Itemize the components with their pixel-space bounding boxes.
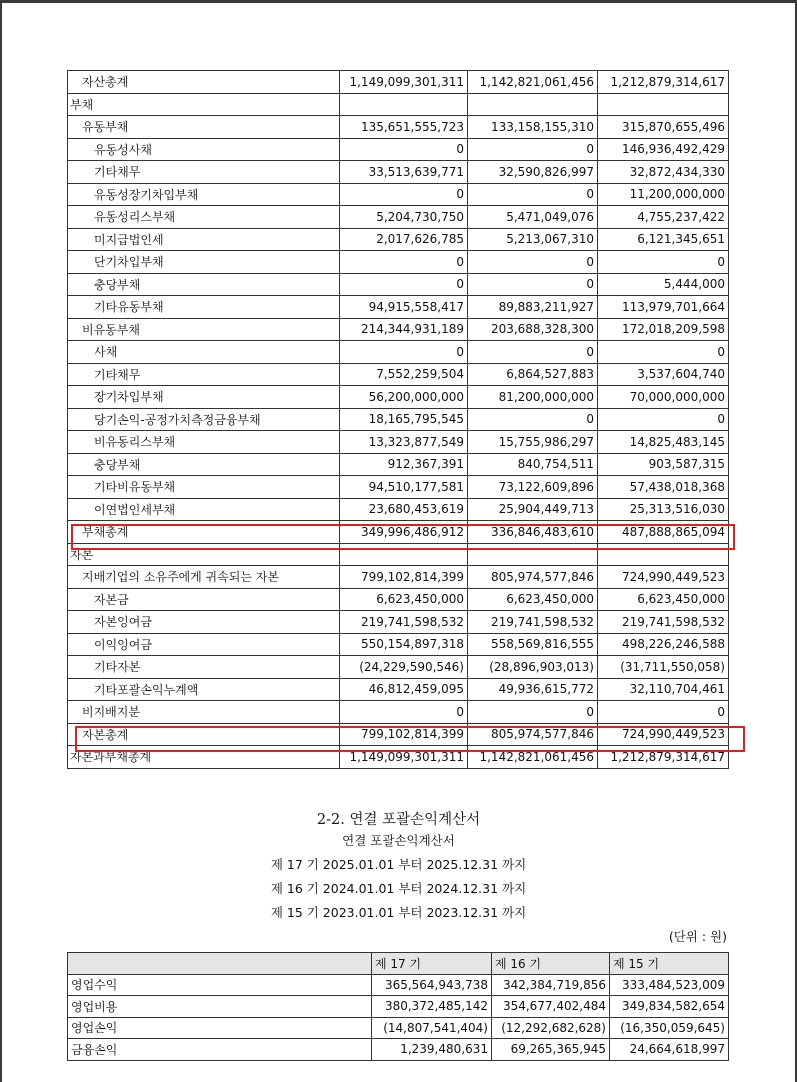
table-row [68,408,729,431]
section-title: 2-2. 연결 포괄손익계산서 [316,812,481,828]
row-value: 1,149,099,301,311 [340,71,468,94]
row-value: 94,915,558,417 [340,296,468,319]
row-label: 지배기업의 소유주에게 귀속되는 자본 [68,566,340,589]
row-value: 69,265,365,945 [492,1039,610,1061]
row-value: 799,102,814,399 [340,723,468,746]
row-value: 0 [340,273,468,296]
table-row [68,318,729,341]
row-value: 133,158,155,310 [468,116,598,139]
row-label: 기타채무 [68,161,340,184]
row-value: 1,142,821,061,456 [468,71,598,94]
row-value: 333,484,523,009 [610,974,729,996]
row-value: 6,121,345,651 [598,228,729,251]
row-value: 113,979,701,664 [598,296,729,319]
row-label: 부채 [68,93,340,116]
row-value: 219,741,598,532 [340,611,468,634]
row-value: 203,688,328,300 [468,318,598,341]
row-value: 172,018,209,598 [598,318,729,341]
row-value: 3,537,604,740 [598,363,729,386]
statement-subtitle: 연결 포괄손익계산서 [342,833,455,848]
row-value: 33,513,639,771 [340,161,468,184]
table-row [68,161,729,184]
row-value: 135,651,555,723 [340,116,468,139]
row-value: 56,200,000,000 [340,386,468,409]
row-value: (14,807,541,404) [372,1017,492,1039]
row-label: 자본과부채총계 [68,746,340,769]
row-value: 11,200,000,000 [598,183,729,206]
row-value: 23,680,453,619 [340,498,468,521]
row-value: (16,350,059,645) [610,1017,729,1039]
row-value: 6,623,450,000 [468,588,598,611]
row-value: (24,229,590,546) [340,656,468,679]
table-row [68,746,729,769]
row-value: 219,741,598,532 [598,611,729,634]
table-row [68,93,729,116]
balance-sheet-table [67,70,729,769]
row-value: 57,438,018,368 [598,476,729,499]
row-value: 0 [468,183,598,206]
row-value: 0 [468,408,598,431]
row-label: 이익잉여금 [68,633,340,656]
row-value: 0 [340,138,468,161]
table-row [68,498,729,521]
row-value: 354,677,402,484 [492,996,610,1018]
table-row [68,453,729,476]
row-value: 724,990,449,523 [598,723,729,746]
row-value: 7,552,259,504 [340,363,468,386]
row-value: 1,142,821,061,456 [468,746,598,769]
row-label: 자본 [68,543,340,566]
table-row [68,228,729,251]
table-row [68,273,729,296]
row-value: 5,444,000 [598,273,729,296]
row-value: 14,825,483,145 [598,431,729,454]
row-value: 73,122,609,896 [468,476,598,499]
header-16: 제 16 기 [492,953,610,975]
row-value: 0 [340,701,468,724]
row-value: 6,623,450,000 [598,588,729,611]
row-label: 기타자본 [68,656,340,679]
table-row [68,363,729,386]
row-value: 805,974,577,846 [468,723,598,746]
row-value: 0 [598,701,729,724]
row-value: 0 [598,251,729,274]
row-value: 1,212,879,314,617 [598,71,729,94]
row-value: 24,664,618,997 [610,1039,729,1061]
row-label: 영업손익 [68,1017,372,1039]
row-label: 자산총계 [68,71,340,94]
row-value: 214,344,931,189 [340,318,468,341]
row-value: 1,149,099,301,311 [340,746,468,769]
row-label: 기타유동부채 [68,296,340,319]
row-label: 부채총계 [68,521,340,544]
row-label: 사채 [68,341,340,364]
row-label: 장기차입부채 [68,386,340,409]
row-label: 유동부채 [68,116,340,139]
row-value: 380,372,485,142 [372,996,492,1018]
row-value: 49,936,615,772 [468,678,598,701]
row-label: 비유동부채 [68,318,340,341]
table-row [68,1017,729,1039]
table-row [68,71,729,94]
table-row [68,543,729,566]
row-value: 0 [340,183,468,206]
header-17: 제 17 기 [372,953,492,975]
table-row [68,633,729,656]
row-label: 미지급법인세 [68,228,340,251]
row-value: 32,110,704,461 [598,678,729,701]
row-value: 5,471,049,076 [468,206,598,229]
table-row [68,251,729,274]
row-value: 799,102,814,399 [340,566,468,589]
row-value: 903,587,315 [598,453,729,476]
table-row [68,521,729,544]
row-label: 비유동리스부채 [68,431,340,454]
table-row [68,701,729,724]
page-top-border [0,0,797,3]
period-16: 제 16 기 2024.01.01 부터 2024.12.31 까지 [270,881,527,896]
row-value: 146,936,492,429 [598,138,729,161]
row-label: 유동성리스부채 [68,206,340,229]
row-label: 유동성사채 [68,138,340,161]
row-value [340,93,468,116]
table-row [68,1039,729,1061]
row-value: 342,384,719,856 [492,974,610,996]
row-label: 단기차입부채 [68,251,340,274]
table-row [68,656,729,679]
row-value: 498,226,246,588 [598,633,729,656]
header-blank [68,953,372,975]
row-value: 81,200,000,000 [468,386,598,409]
table-row [68,183,729,206]
row-value: 1,239,480,631 [372,1039,492,1061]
table-row [68,206,729,229]
period-17: 제 17 기 2025.01.01 부터 2025.12.31 까지 [270,857,527,872]
row-label: 영업비용 [68,996,372,1018]
table-row [68,476,729,499]
table-row [68,678,729,701]
row-value: 0 [468,251,598,274]
table-row [68,138,729,161]
row-value: 0 [340,341,468,364]
row-value: 5,213,067,310 [468,228,598,251]
income-statement-table [67,952,729,1061]
row-label: 영업수익 [68,974,372,996]
row-value [598,543,729,566]
row-value: 315,870,655,496 [598,116,729,139]
row-value: 349,996,486,912 [340,521,468,544]
row-value: 0 [468,138,598,161]
table-row [68,431,729,454]
table-row [68,611,729,634]
row-label: 기타포괄손익누계액 [68,678,340,701]
row-value: 0 [340,251,468,274]
row-label: 자본금 [68,588,340,611]
income-header-row [68,953,729,975]
row-value: 487,888,865,094 [598,521,729,544]
row-value: (31,711,550,058) [598,656,729,679]
row-value: 32,872,434,330 [598,161,729,184]
row-label: 비지배지분 [68,701,340,724]
row-value: 0 [598,341,729,364]
row-value: 25,313,516,030 [598,498,729,521]
table-row [68,996,729,1018]
row-value: 70,000,000,000 [598,386,729,409]
row-value: 6,864,527,883 [468,363,598,386]
row-value: (28,896,903,013) [468,656,598,679]
row-value: 805,974,577,846 [468,566,598,589]
row-label: 충당부채 [68,273,340,296]
row-value [468,543,598,566]
row-value: 1,212,879,314,617 [598,746,729,769]
row-label: 자본잉여금 [68,611,340,634]
row-value: 336,846,483,610 [468,521,598,544]
table-row [68,974,729,996]
row-label: 이연법인세부채 [68,498,340,521]
row-value: 550,154,897,318 [340,633,468,656]
row-value [598,93,729,116]
row-label: 기타채무 [68,363,340,386]
row-value: 94,510,177,581 [340,476,468,499]
row-value: 5,204,730,750 [340,206,468,229]
row-value: 0 [468,273,598,296]
row-label: 당기손익-공정가치측정금융부채 [68,408,340,431]
table-row [68,723,729,746]
row-label: 유동성장기차입부채 [68,183,340,206]
table-row [68,566,729,589]
row-value: 46,812,459,095 [340,678,468,701]
table-row [68,341,729,364]
table-row [68,116,729,139]
period-15: 제 15 기 2023.01.01 부터 2023.12.31 까지 [270,905,527,920]
row-value: 0 [468,701,598,724]
row-value: 89,883,211,927 [468,296,598,319]
row-value: 4,755,237,422 [598,206,729,229]
row-value: 25,904,449,713 [468,498,598,521]
row-value: 18,165,795,545 [340,408,468,431]
unit-label: (단위 : 원) [668,929,727,944]
row-value: 365,564,943,738 [372,974,492,996]
row-value: 724,990,449,523 [598,566,729,589]
table-row [68,386,729,409]
table-row [68,296,729,319]
row-value: 219,741,598,532 [468,611,598,634]
row-label: 충당부채 [68,453,340,476]
row-value [468,93,598,116]
row-value: 6,623,450,000 [340,588,468,611]
row-value: 2,017,626,785 [340,228,468,251]
row-label: 금융손익 [68,1039,372,1061]
row-value: 558,569,816,555 [468,633,598,656]
row-value: 0 [468,341,598,364]
row-value: 840,754,511 [468,453,598,476]
row-label: 자본총계 [68,723,340,746]
row-value: 15,755,986,297 [468,431,598,454]
row-value: 912,367,391 [340,453,468,476]
row-value: 13,323,877,549 [340,431,468,454]
row-value: 0 [598,408,729,431]
row-value: (12,292,682,628) [492,1017,610,1039]
row-label: 기타비유동부채 [68,476,340,499]
row-value: 32,590,826,997 [468,161,598,184]
row-value [340,543,468,566]
row-value: 349,834,582,654 [610,996,729,1018]
header-15: 제 15 기 [610,953,729,975]
table-row [68,588,729,611]
